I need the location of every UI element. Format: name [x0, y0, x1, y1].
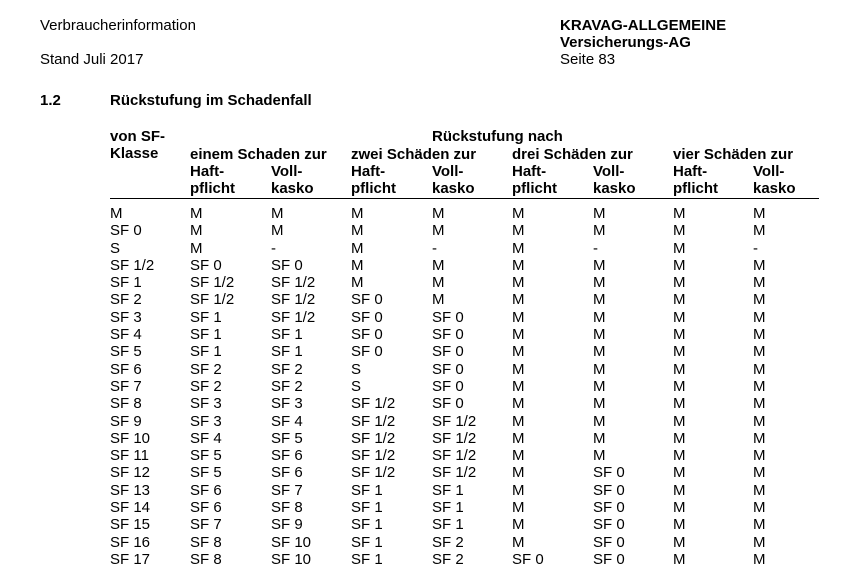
from-class-cell: SF 14 — [110, 499, 151, 517]
haft-4-cell: M — [673, 360, 686, 378]
voll-1-cell: SF 6 — [271, 447, 303, 465]
voll-3-cell: SF 0 — [593, 533, 625, 551]
voll-1-cell: SF 8 — [271, 499, 303, 517]
voll-3-cell: M — [593, 222, 606, 240]
haft-3-cell: M — [512, 291, 525, 309]
from-class-cell: SF 13 — [110, 481, 151, 499]
voll-1-cell: SF 1/2 — [271, 274, 316, 292]
haft-2-cell: SF 0 — [351, 343, 383, 361]
haft-3-cell: M — [512, 533, 525, 551]
haft-3-cell: M — [512, 447, 525, 465]
haft-3-cell: M — [512, 343, 525, 361]
haft-4-cell: M — [673, 550, 686, 568]
haft-4-cell: M — [673, 239, 686, 257]
voll-4-cell: M — [753, 550, 766, 568]
haft-4-cell: M — [673, 308, 686, 326]
voll-4-cell: M — [753, 256, 766, 274]
header-divider — [110, 198, 819, 199]
voll-3-cell: M — [593, 360, 606, 378]
haft-1-cell: SF 1/2 — [190, 274, 235, 292]
doc-type-label: Verbraucherinformation — [40, 17, 196, 34]
voll-1-cell: SF 2 — [271, 360, 303, 378]
from-class-cell: SF 4 — [110, 326, 142, 344]
from-class-cell: M — [110, 205, 123, 222]
voll-4-cell: M — [753, 499, 766, 517]
table-row — [0, 395, 854, 412]
haft-1-cell: SF 6 — [190, 499, 222, 517]
sub-haft-4: Haft- — [673, 163, 708, 180]
voll-4-cell: M — [753, 447, 766, 465]
table-row — [0, 378, 854, 395]
voll-2-cell: SF 1/2 — [432, 464, 477, 482]
section-title: Rückstufung im Schadenfall — [110, 92, 312, 109]
voll-2-cell: SF 1 — [432, 499, 464, 517]
page-number: Seite 83 — [560, 51, 616, 68]
from-class-cell: SF 10 — [110, 429, 151, 447]
company-name-line2: Versicherungs-AG — [560, 34, 691, 51]
voll-2-cell: SF 2 — [432, 533, 464, 551]
voll-2-cell: SF 0 — [432, 308, 464, 326]
haft-1-cell: SF 0 — [190, 256, 222, 274]
table-row — [0, 499, 854, 516]
table-row — [0, 516, 854, 533]
from-class-cell: SF 15 — [110, 516, 151, 534]
haft-2-cell: M — [351, 205, 364, 222]
company-name: KRAVAG-ALLGEMEINE — [560, 17, 727, 34]
table-row — [0, 551, 854, 568]
from-class-cell: SF 8 — [110, 395, 142, 413]
voll-2-cell: M — [432, 256, 445, 274]
voll-3-cell: M — [593, 326, 606, 344]
table-row — [0, 482, 854, 499]
sub-voll-1: Voll- — [271, 163, 303, 180]
haft-3-cell: M — [512, 222, 525, 240]
voll-1-cell: SF 10 — [271, 533, 312, 551]
haft-4-cell: M — [673, 499, 686, 517]
voll-3-cell: M — [593, 412, 606, 430]
group-two-claims: zwei Schäden zur — [351, 146, 477, 163]
voll-4-cell: M — [753, 533, 766, 551]
haft-3-cell: M — [512, 516, 525, 534]
voll-2-cell: SF 1/2 — [432, 429, 477, 447]
haft-3-cell: M — [512, 326, 525, 344]
haft-4-cell: M — [673, 464, 686, 482]
voll-2-cell: SF 2 — [432, 550, 464, 568]
group-three-claims: drei Schäden zur — [512, 146, 633, 163]
haft-3-cell: M — [512, 205, 525, 222]
voll-3-cell: M — [593, 343, 606, 361]
haft-2-cell: M — [351, 274, 364, 292]
haft-1-cell: M — [190, 205, 203, 222]
from-class-cell: SF 0 — [110, 222, 142, 240]
table-row — [0, 464, 854, 481]
voll-3-cell: SF 0 — [593, 516, 625, 534]
voll-3-cell: SF 0 — [593, 464, 625, 482]
voll-4-cell: M — [753, 222, 766, 240]
haft-1-cell: SF 5 — [190, 464, 222, 482]
haft-3-cell: M — [512, 395, 525, 413]
haft-2-cell: SF 1/2 — [351, 464, 396, 482]
from-class-cell: SF 12 — [110, 464, 151, 482]
haft-4-cell: M — [673, 533, 686, 551]
haft-3-cell: M — [512, 499, 525, 517]
haft-4-cell: M — [673, 395, 686, 413]
voll-4-cell: M — [753, 481, 766, 499]
haft-2-cell: SF 1/2 — [351, 447, 396, 465]
voll-1-cell: SF 1/2 — [271, 291, 316, 309]
doc-date-label: Stand Juli 2017 — [40, 51, 144, 68]
voll-3-cell: M — [593, 205, 606, 222]
voll-3-cell: M — [593, 308, 606, 326]
haft-3-cell: M — [512, 239, 525, 257]
from-class-cell: SF 9 — [110, 412, 142, 430]
haft-4-cell: M — [673, 222, 686, 240]
haft-1-cell: SF 3 — [190, 395, 222, 413]
voll-4-cell: M — [753, 274, 766, 292]
voll-4-cell: M — [753, 429, 766, 447]
table-row — [0, 240, 854, 257]
voll-2-cell: M — [432, 205, 445, 222]
haft-2-cell: SF 1 — [351, 499, 383, 517]
haft-4-cell: M — [673, 429, 686, 447]
sub-voll-2: Voll- — [432, 163, 464, 180]
table-row — [0, 274, 854, 291]
voll-3-cell: SF 0 — [593, 499, 625, 517]
sub-haft-3b: pflicht — [512, 180, 557, 197]
sub-voll-2b: kasko — [432, 180, 475, 197]
haft-4-cell: M — [673, 377, 686, 395]
voll-1-cell: SF 9 — [271, 516, 303, 534]
voll-3-cell: M — [593, 447, 606, 465]
voll-3-cell: M — [593, 291, 606, 309]
from-class-cell: SF 3 — [110, 308, 142, 326]
haft-1-cell: SF 4 — [190, 429, 222, 447]
sub-haft-3: Haft- — [512, 163, 547, 180]
sub-voll-3b: kasko — [593, 180, 636, 197]
voll-2-cell: SF 0 — [432, 326, 464, 344]
from-class-header-line2: Klasse — [110, 145, 159, 162]
voll-1-cell: SF 3 — [271, 395, 303, 413]
haft-3-cell: M — [512, 429, 525, 447]
haft-1-cell: SF 1/2 — [190, 291, 235, 309]
voll-2-cell: SF 0 — [432, 377, 464, 395]
haft-2-cell: SF 1/2 — [351, 429, 396, 447]
sub-haft-2: Haft- — [351, 163, 386, 180]
table-row — [0, 343, 854, 360]
from-class-cell: SF 1 — [110, 274, 142, 292]
voll-1-cell: SF 7 — [271, 481, 303, 499]
from-class-cell: SF 11 — [110, 447, 149, 465]
voll-2-cell: SF 1 — [432, 516, 464, 534]
table-row — [0, 309, 854, 326]
haft-1-cell: SF 6 — [190, 481, 222, 499]
haft-4-cell: M — [673, 447, 686, 465]
voll-4-cell: M — [753, 205, 766, 222]
voll-1-cell: SF 0 — [271, 256, 303, 274]
voll-3-cell: M — [593, 274, 606, 292]
voll-4-cell: M — [753, 377, 766, 395]
voll-1-cell: M — [271, 222, 284, 240]
sub-haft-1b: pflicht — [190, 180, 235, 197]
haft-2-cell: SF 0 — [351, 291, 383, 309]
voll-1-cell: SF 1/2 — [271, 308, 316, 326]
voll-4-cell: M — [753, 343, 766, 361]
voll-4-cell: M — [753, 464, 766, 482]
voll-2-cell: SF 0 — [432, 360, 464, 378]
voll-4-cell: M — [753, 412, 766, 430]
from-class-cell: SF 16 — [110, 533, 151, 551]
downgrade-group-title: Rückstufung nach — [432, 128, 563, 145]
table-row — [0, 413, 854, 430]
haft-1-cell: SF 8 — [190, 533, 222, 551]
sub-voll-3: Voll- — [593, 163, 625, 180]
haft-3-cell: M — [512, 274, 525, 292]
voll-3-cell: M — [593, 429, 606, 447]
voll-3-cell: M — [593, 256, 606, 274]
haft-4-cell: M — [673, 516, 686, 534]
haft-2-cell: SF 0 — [351, 308, 383, 326]
sub-haft-4b: pflicht — [673, 180, 718, 197]
haft-1-cell: SF 1 — [190, 343, 222, 361]
haft-3-cell: M — [512, 360, 525, 378]
group-four-claims: vier Schäden zur — [673, 146, 794, 163]
haft-2-cell: SF 1 — [351, 533, 383, 551]
table-row — [0, 291, 854, 308]
haft-4-cell: M — [673, 274, 686, 292]
sub-voll-4b: kasko — [753, 180, 796, 197]
table-row — [0, 222, 854, 239]
table-row — [0, 361, 854, 378]
voll-4-cell: M — [753, 516, 766, 534]
haft-2-cell: SF 0 — [351, 326, 383, 344]
haft-2-cell: SF 1/2 — [351, 412, 396, 430]
haft-1-cell: SF 2 — [190, 377, 222, 395]
voll-1-cell: SF 2 — [271, 377, 303, 395]
table-row — [0, 447, 854, 464]
voll-2-cell: SF 1 — [432, 481, 464, 499]
sub-haft-1: Haft- — [190, 163, 225, 180]
voll-1-cell: SF 4 — [271, 412, 303, 430]
haft-1-cell: SF 2 — [190, 360, 222, 378]
voll-1-cell: SF 1 — [271, 343, 303, 361]
voll-3-cell: M — [593, 395, 606, 413]
voll-2-cell: M — [432, 222, 445, 240]
table-row — [0, 205, 854, 222]
haft-2-cell: M — [351, 239, 364, 257]
voll-3-cell: SF 0 — [593, 481, 625, 499]
table-row — [0, 430, 854, 447]
haft-3-cell: M — [512, 308, 525, 326]
from-class-cell: SF 5 — [110, 343, 142, 361]
table-row — [0, 257, 854, 274]
voll-4-cell: M — [753, 308, 766, 326]
voll-4-cell: M — [753, 326, 766, 344]
voll-1-cell: SF 5 — [271, 429, 303, 447]
voll-2-cell: SF 0 — [432, 395, 464, 413]
voll-2-cell: M — [432, 274, 445, 292]
sub-voll-4: Voll- — [753, 163, 785, 180]
from-class-cell: SF 7 — [110, 377, 142, 395]
haft-2-cell: SF 1/2 — [351, 395, 396, 413]
voll-2-cell: SF 1/2 — [432, 447, 477, 465]
voll-1-cell: - — [271, 239, 276, 257]
voll-1-cell: SF 1 — [271, 326, 303, 344]
voll-2-cell: M — [432, 291, 445, 309]
from-class-cell: SF 17 — [110, 550, 151, 568]
haft-3-cell: M — [512, 377, 525, 395]
voll-1-cell: SF 6 — [271, 464, 303, 482]
haft-1-cell: M — [190, 222, 203, 240]
voll-2-cell: SF 0 — [432, 343, 464, 361]
voll-2-cell: - — [432, 239, 437, 257]
voll-4-cell: M — [753, 291, 766, 309]
table-row — [0, 534, 854, 551]
haft-2-cell: S — [351, 360, 362, 378]
haft-2-cell: M — [351, 222, 364, 240]
voll-3-cell: SF 0 — [593, 550, 625, 568]
voll-1-cell: M — [271, 205, 284, 222]
haft-2-cell: SF 1 — [351, 481, 383, 499]
haft-2-cell: S — [351, 377, 362, 395]
haft-4-cell: M — [673, 205, 686, 222]
voll-1-cell: SF 10 — [271, 550, 312, 568]
sub-voll-1b: kasko — [271, 180, 314, 197]
haft-2-cell: SF 1 — [351, 550, 383, 568]
haft-3-cell: M — [512, 464, 525, 482]
from-class-cell: S — [110, 239, 121, 257]
from-class-cell: SF 2 — [110, 291, 142, 309]
haft-2-cell: SF 1 — [351, 516, 383, 534]
haft-4-cell: M — [673, 291, 686, 309]
voll-3-cell: - — [593, 239, 598, 257]
haft-1-cell: SF 1 — [190, 326, 222, 344]
haft-1-cell: M — [190, 239, 203, 257]
table-body — [0, 205, 854, 568]
from-class-cell: SF 6 — [110, 360, 142, 378]
haft-3-cell: M — [512, 481, 525, 499]
haft-3-cell: M — [512, 256, 525, 274]
voll-4-cell: M — [753, 360, 766, 378]
haft-4-cell: M — [673, 481, 686, 499]
haft-4-cell: M — [673, 412, 686, 430]
haft-1-cell: SF 7 — [190, 516, 222, 534]
haft-4-cell: M — [673, 326, 686, 344]
voll-4-cell: - — [753, 239, 758, 257]
voll-2-cell: SF 1/2 — [432, 412, 477, 430]
section-number: 1.2 — [40, 92, 61, 109]
table-row — [0, 326, 854, 343]
haft-4-cell: M — [673, 343, 686, 361]
haft-4-cell: M — [673, 256, 686, 274]
haft-3-cell: M — [512, 412, 525, 430]
haft-3-cell: SF 0 — [512, 550, 544, 568]
sub-haft-2b: pflicht — [351, 180, 396, 197]
group-one-claim: einem Schaden zur — [190, 146, 327, 163]
from-class-cell: SF 1/2 — [110, 256, 155, 274]
haft-1-cell: SF 5 — [190, 447, 222, 465]
voll-4-cell: M — [753, 395, 766, 413]
haft-2-cell: M — [351, 256, 364, 274]
haft-1-cell: SF 1 — [190, 308, 222, 326]
haft-1-cell: SF 3 — [190, 412, 222, 430]
haft-1-cell: SF 8 — [190, 550, 222, 568]
voll-3-cell: M — [593, 377, 606, 395]
from-class-header: von SF- — [110, 128, 165, 145]
